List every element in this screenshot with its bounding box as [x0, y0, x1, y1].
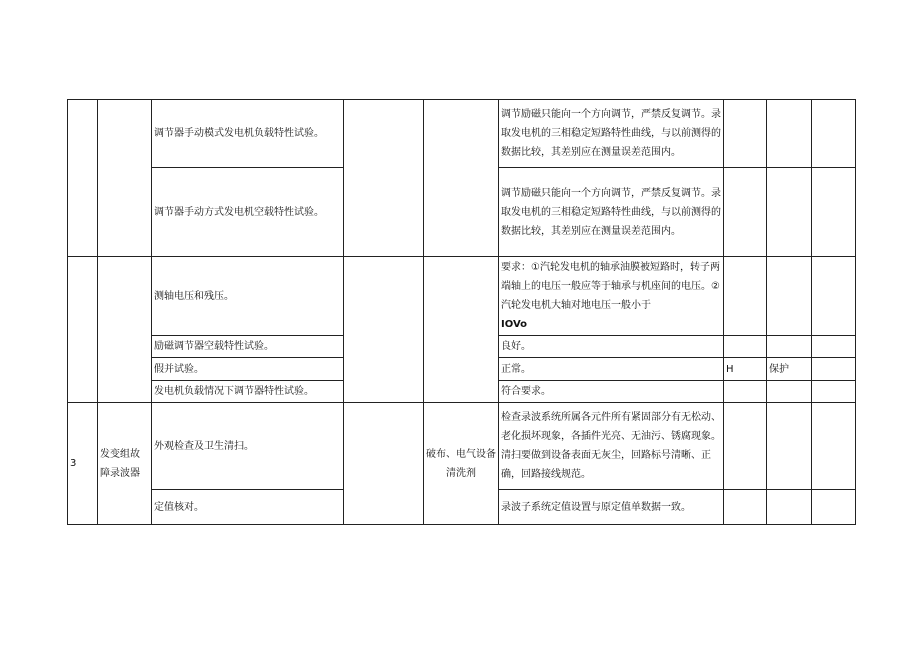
cell-category: [767, 336, 812, 358]
cell-item: 励磁调节器空载特性试验。: [152, 336, 344, 358]
cell-requirement: 调节励磁只能向一个方向调节，严禁反复调节。录取发电机的三相稳定短路特性曲线，与以前测得的数据比较，其差别应在测量误差范围内。: [499, 168, 724, 257]
cell-item: 发电机负载情况下调节器特性试验。: [152, 381, 344, 403]
cell-number: 3: [68, 403, 98, 525]
cell-blank: [344, 100, 424, 257]
cell-mark: [724, 100, 767, 168]
cell-mark: [724, 490, 767, 525]
cell-item: 调节器手动模式发电机负载特性试验。: [152, 100, 344, 168]
requirement-text: 要求：①汽轮发电机的轴承油膜被短路时，转子两端轴上的电压一般应等于轴承与机座间的电压。②汽轮发电机大轴对地电压一般小于: [501, 262, 720, 311]
cell-requirement: 正常。: [499, 358, 724, 381]
cell-item: 定值核对。: [152, 490, 344, 525]
cell-signature: [812, 490, 856, 525]
cell-mark: [724, 257, 767, 336]
cell-tools: 破布、电气设备清洗剂: [424, 403, 499, 525]
cell-mark: [724, 403, 767, 490]
cell-signature: [812, 100, 856, 168]
cell-device: [98, 257, 152, 403]
cell-signature: [812, 168, 856, 257]
cell-tools: [424, 257, 499, 403]
cell-device: 发变组故障录波器: [98, 403, 152, 525]
cell-requirement: 符合要求。: [499, 381, 724, 403]
cell-requirement: 调节励磁只能向一个方向调节，严禁反复调节。录取发电机的三相稳定短路特性曲线，与以前测得的数据比较，其差别应在测量误差范围内。: [499, 100, 724, 168]
cell-category: [767, 490, 812, 525]
cell-mark: H: [724, 358, 767, 381]
cell-requirement: 良好。: [499, 336, 724, 358]
cell-device: [98, 100, 152, 257]
requirement-bold-text: IOVo: [501, 319, 528, 330]
cell-category: [767, 403, 812, 490]
table-row: [68, 403, 856, 490]
cell-blank: [344, 257, 424, 403]
cell-signature: [812, 358, 856, 381]
cell-signature: [812, 336, 856, 358]
cell-item: 假并试验。: [152, 358, 344, 381]
cell-mark: [724, 381, 767, 403]
cell-number: [68, 100, 98, 257]
cell-requirement: 检查录波系统所属各元件所有紧固部分有无松动、老化损坏现象，各插件光亮、无油污、锈腐现象。清扫要做到设备表面无灰尘，回路标号清晰、正确，回路接线规范。: [499, 403, 724, 490]
cell-category: [767, 100, 812, 168]
cell-tools: [424, 100, 499, 257]
cell-category: 保护: [767, 358, 812, 381]
cell-signature: [812, 257, 856, 336]
cell-category: [767, 168, 812, 257]
cell-item: 调节器手动方式发电机空载特性试验。: [152, 168, 344, 257]
cell-requirement: 录波子系统定值设置与原定值单数据一致。: [499, 490, 724, 525]
cell-category: [767, 257, 812, 336]
cell-item: 测轴电压和残压。: [152, 257, 344, 336]
table-row: [68, 257, 856, 336]
maintenance-table: [67, 99, 856, 525]
cell-category: [767, 381, 812, 403]
cell-signature: [812, 381, 856, 403]
table-row: [68, 100, 856, 168]
cell-requirement: [499, 257, 724, 336]
cell-item: 外观检查及卫生清扫。: [152, 403, 344, 490]
cell-number: [68, 257, 98, 403]
cell-mark: [724, 168, 767, 257]
cell-blank: [344, 403, 424, 525]
cell-mark: [724, 336, 767, 358]
cell-signature: [812, 403, 856, 490]
